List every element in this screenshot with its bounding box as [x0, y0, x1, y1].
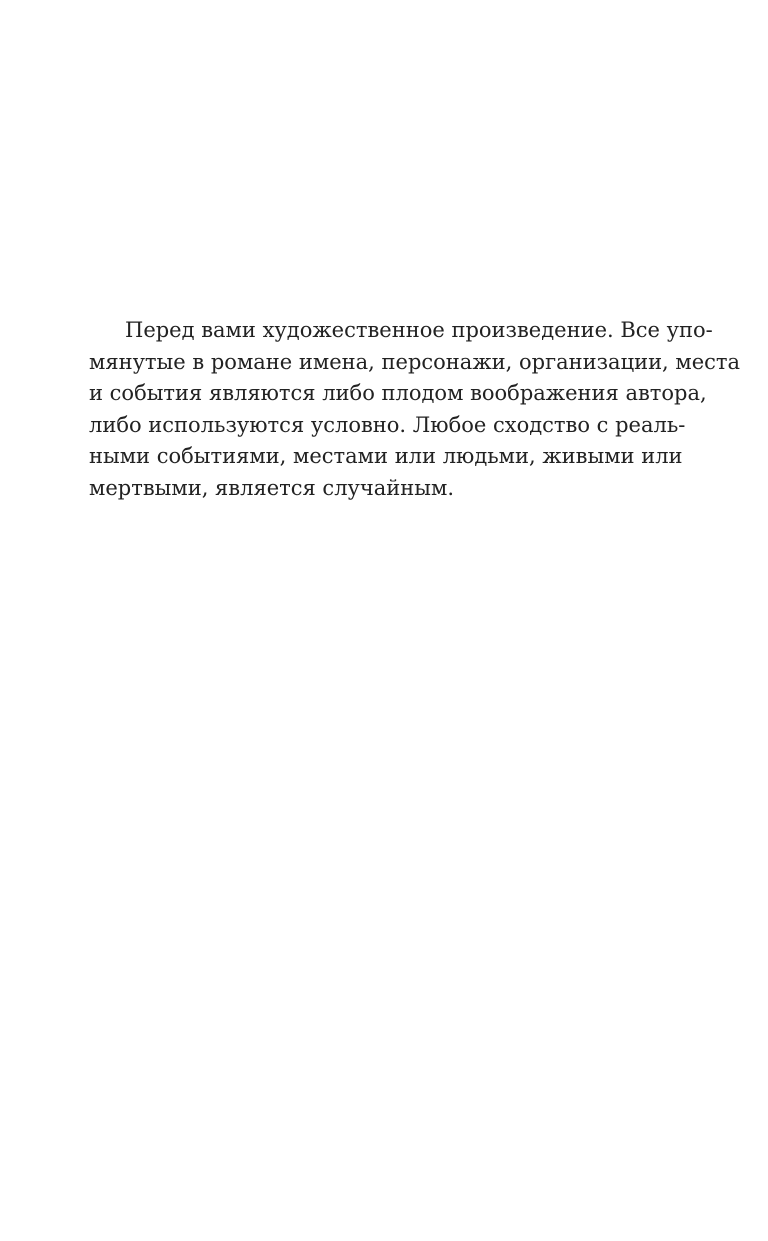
disclaimer-line: мертвыми, является случайным.: [89, 475, 455, 500]
disclaimer-line: мянутые в романе имена, персонажи, организации, места: [89, 349, 741, 374]
disclaimer-paragraph: [89, 315, 741, 504]
disclaimer-line: и события являются либо плодом воображения автора,: [89, 381, 707, 405]
disclaimer-line: либо используются условно. Любое сходство с реаль-: [89, 412, 686, 437]
disclaimer-line: Перед вами художественное произведение. Все упо-: [125, 318, 713, 342]
disclaimer-line: ными событиями, местами или людьми, живыми или: [89, 444, 683, 468]
